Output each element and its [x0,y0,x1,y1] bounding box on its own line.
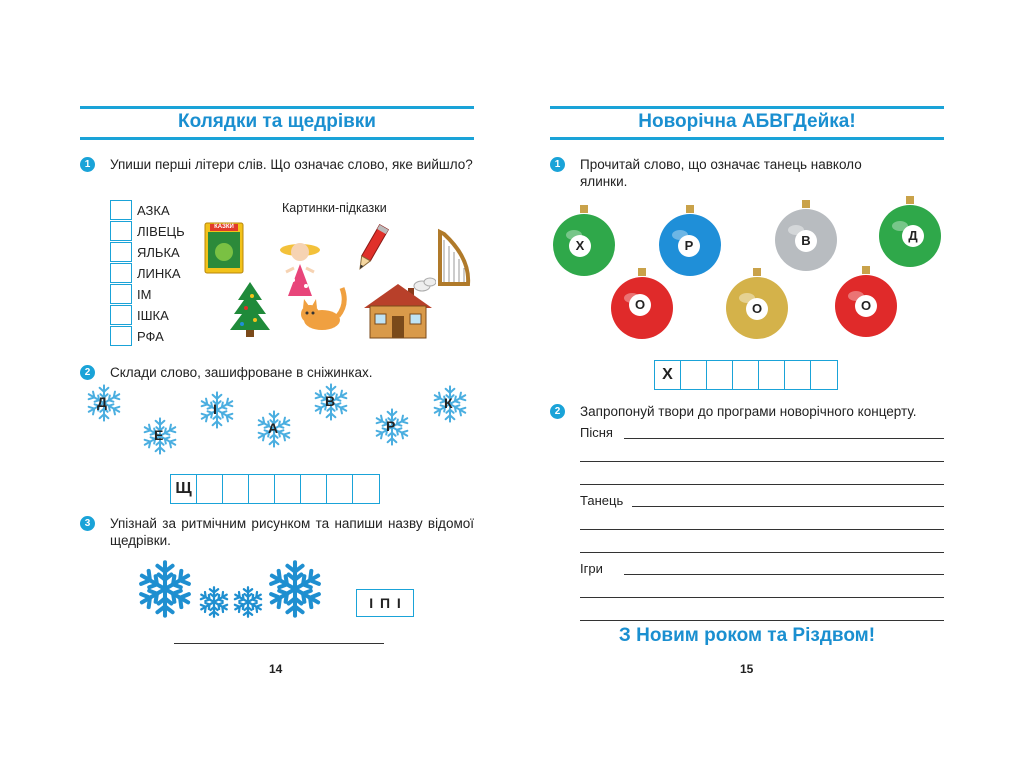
answer-cell[interactable] [353,475,379,503]
task-3-text: Упізнай за ритмічним рисунком та напиши назву відомої щедрівки. [110,516,474,548]
answer-line[interactable] [580,597,944,598]
letter-box[interactable] [110,221,132,241]
greeting: З Новим роком та Різдвом! [618,625,876,646]
task-number: 1 [550,157,565,172]
right-page [512,0,1024,768]
christmas-tree-icon [228,280,272,338]
left-title-bar [80,106,474,140]
answer-cell[interactable]: Х [655,361,681,389]
letter-box[interactable] [110,305,132,325]
letter-box[interactable] [110,242,132,262]
answer-line[interactable] [580,620,944,621]
harp-icon [434,228,474,286]
snowflake-letter: І [213,401,217,417]
ball-letter: О [629,294,651,316]
answer-cell[interactable] [811,361,837,389]
ball-letter: О [855,295,877,317]
ornament-ball [774,200,838,272]
ball-letter: В [795,230,817,252]
small-snowflake-icon [232,586,264,618]
word-fragment: ІШКА [137,308,169,323]
task-2-text: Склади слово, зашифроване в сніжинках. [110,365,373,380]
task-1-text: Прочитай слово, що означає танець навколо ялинки. [580,157,862,189]
letter-box[interactable] [110,284,132,304]
letter-box[interactable] [110,326,132,346]
word-fragment: АЗКА [137,203,170,218]
song-label: Пісня [580,425,613,440]
word-fragment: ЛИНКА [137,266,181,281]
snowflake-icon [197,390,237,430]
snowflake-letter: Р [386,418,396,434]
ball-letter: Р [678,235,700,257]
dance-label: Танець [580,493,624,508]
cat-icon [296,282,350,334]
ornament-ball [610,268,674,340]
left-page-title: Колядки та щедрівки [178,111,376,132]
answer-cell[interactable] [249,475,275,503]
ball-letter: О [746,298,768,320]
ornament-ball [552,205,616,277]
task-1-text: Упиши перші літери слів. Що означає слово, яке вийшло? [110,157,473,172]
answer-cell[interactable] [301,475,327,503]
answer-line[interactable] [580,552,944,553]
snowflake-letter: В [325,393,336,409]
answer-line[interactable] [580,484,944,485]
ornament-ball [725,268,789,340]
answer-cell[interactable] [733,361,759,389]
large-snowflake-icon [136,560,194,618]
word-fragment: ЯЛЬКА [137,245,180,260]
ornament-ball [658,205,722,277]
answer-cell[interactable] [327,475,353,503]
letter-box[interactable] [110,200,132,220]
large-snowflake-icon [266,560,324,618]
answer-line[interactable] [174,643,384,644]
answer-cell[interactable] [223,475,249,503]
ornament-ball [878,196,942,268]
page-number: 15 [740,662,754,676]
answer-line[interactable] [624,438,944,439]
task-number: 2 [550,404,565,419]
answer-line[interactable] [632,506,944,507]
snowflake-letter: К [444,395,453,411]
task-number: 3 [80,516,95,531]
pencil-icon [355,222,389,274]
task-2-text: Запропонуй твори до програми новорічного концерту. [580,404,917,419]
answer-grid [170,474,380,504]
ball-letter: Д [902,225,924,247]
snowflake-letter: Е [154,427,164,443]
page-number: 14 [269,662,283,676]
answer-cell[interactable] [785,361,811,389]
right-page-title: Новорічна АБВГДейка! [638,111,856,132]
snowflake-letter: А [268,420,279,436]
task-number: 2 [80,365,95,380]
word-fragment: РФА [137,329,164,344]
book-title: КАЗКИ [214,224,234,230]
snowflake-letter: Д [97,394,107,410]
word-fragment: ІМ [137,287,152,302]
word-fragment: ЛІВЕЦЬ [137,224,185,239]
house-icon [360,274,436,340]
answer-grid [654,360,838,390]
ornament-ball [834,266,898,338]
answer-cell[interactable] [759,361,785,389]
rhythm-label-box: І П І [356,589,414,617]
book-icon [204,222,244,274]
answer-cell[interactable] [197,475,223,503]
answer-cell[interactable] [681,361,707,389]
right-title-bar [550,106,944,140]
letter-box[interactable] [110,263,132,283]
task-number: 1 [80,157,95,172]
small-snowflake-icon [198,586,230,618]
answer-line[interactable] [624,574,944,575]
answer-cell[interactable] [275,475,301,503]
games-label: Ігри [580,561,603,576]
answer-cell[interactable]: Щ [171,475,197,503]
ball-letter: Х [569,235,591,257]
answer-cell[interactable] [707,361,733,389]
answer-line[interactable] [580,529,944,530]
answer-line[interactable] [580,461,944,462]
hints-label: Картинки-підказки [282,201,387,215]
